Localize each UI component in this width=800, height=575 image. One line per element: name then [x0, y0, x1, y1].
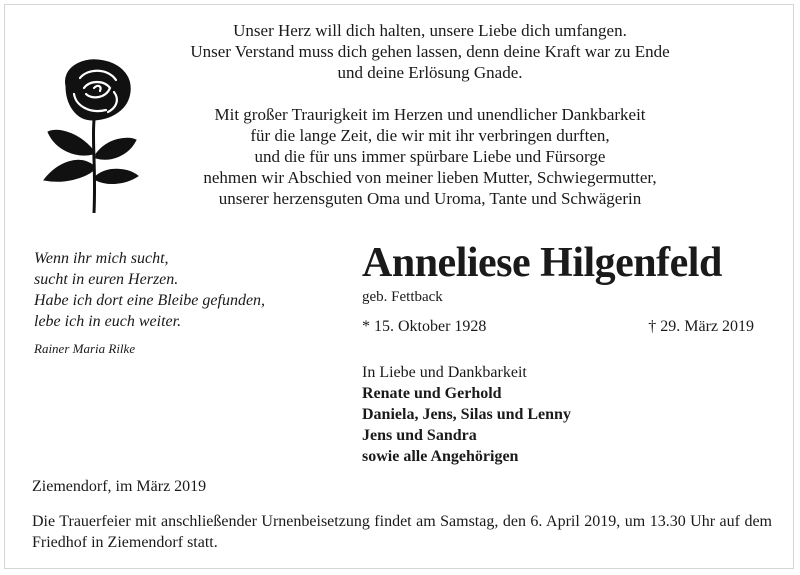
- intro-line: unserer herzensguten Oma und Uroma, Tante und Schwägerin: [218, 189, 642, 208]
- intro-line: nehmen wir Abschied von meiner lieben Mutter, Schwiegermutter,: [203, 168, 657, 187]
- place-date: Ziemendorf, im März 2019: [32, 478, 207, 495]
- birth-date: * 15. Oktober 1928: [362, 318, 487, 335]
- poem-line: Habe ich dort eine Bleibe gefunden,: [34, 292, 266, 309]
- intro-line: und deine Erlösung Gnade.: [337, 63, 523, 82]
- mourner-name: Renate und Gerhold: [362, 385, 502, 402]
- deceased-name: Anneliese Hilgenfeld: [362, 240, 722, 286]
- rose-icon: [36, 58, 141, 213]
- mourners-intro: In Liebe und Dankbarkeit: [362, 364, 527, 381]
- poem-line: Wenn ihr mich sucht,: [34, 250, 169, 267]
- poem-line: lebe ich in euch weiter.: [34, 313, 182, 330]
- poem: [34, 248, 354, 359]
- mourner-name: Daniela, Jens, Silas und Lenny: [362, 406, 571, 423]
- death-date: † 29. März 2019: [648, 318, 754, 335]
- mourner-name: Jens und Sandra: [362, 427, 477, 444]
- poem-line: sucht in euren Herzen.: [34, 271, 179, 288]
- poem-author: Rainer Maria Rilke: [34, 341, 136, 356]
- funeral-service-info: Die Trauerfeier mit anschließender Urnenbeisetzung findet am Samstag, den 6. April 2019, um 13.30 Uhr auf dem Friedhof in Ziemendorf statt.: [32, 513, 772, 551]
- maiden-name: geb. Fettback: [362, 289, 443, 305]
- intro-line: für die lange Zeit, die wir mit ihr verbringen durften,: [250, 126, 610, 145]
- intro-line: Unser Herz will dich halten, unsere Liebe dich umfangen.: [233, 21, 627, 40]
- intro-line: Unser Verstand muss dich gehen lassen, denn deine Kraft war zu Ende: [190, 42, 670, 61]
- mourners: [362, 362, 762, 467]
- intro-line: und die für uns immer spürbare Liebe und Fürsorge: [254, 147, 606, 166]
- intro-text: [120, 20, 740, 209]
- mourner-name: sowie alle Angehörigen: [362, 448, 519, 465]
- intro-line: Mit großer Traurigkeit im Herzen und unendlicher Dankbarkeit: [214, 105, 646, 124]
